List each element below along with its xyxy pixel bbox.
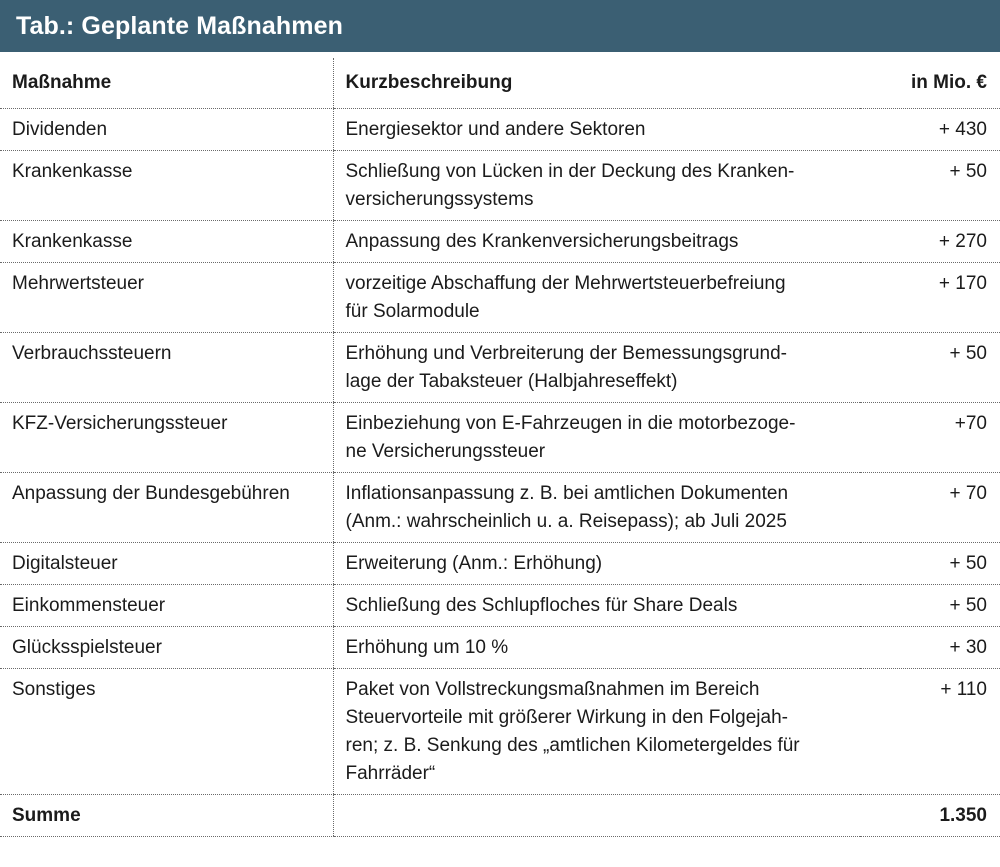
table-row	[0, 221, 1000, 263]
description-cell: Erhöhung und Verbreiterung der Bemessungsgrund- lage der Tabaksteuer (Halbjahreseffekt)	[333, 333, 860, 403]
amount-cell: + 70	[860, 473, 1000, 543]
table-row	[0, 473, 1000, 543]
measure-cell: Sonstiges	[0, 669, 333, 795]
total-empty-cell	[333, 795, 860, 837]
table-row	[0, 333, 1000, 403]
description-cell: vorzeitige Abschaffung der Mehrwertsteuerbefreiung für Solarmodule	[333, 263, 860, 333]
description-cell: Inflationsanpassung z. B. bei amtlichen Dokumenten (Anm.: wahrscheinlich u. a. Reisepass); ab Juli 2025	[333, 473, 860, 543]
description-cell: Paket von Vollstreckungsmaßnahmen im Bereich Steuervorteile mit größerer Wirkung in den Folgejah- ren; z. B. Senkung des „amtlichen Kilometergeldes für Fahrräder“	[333, 669, 860, 795]
measure-cell: Mehrwertsteuer	[0, 263, 333, 333]
description-cell: Energiesektor und andere Sektoren	[333, 109, 860, 151]
measure-cell: Dividenden	[0, 109, 333, 151]
table-title: Tab.: Geplante Maßnahmen	[16, 11, 343, 40]
title-bar	[0, 0, 1000, 52]
description-cell: Erweiterung (Anm.: Erhöhung)	[333, 543, 860, 585]
amount-cell: + 170	[860, 263, 1000, 333]
amount-cell: +70	[860, 403, 1000, 473]
header-amount: in Mio. €	[860, 58, 1000, 109]
table-body	[0, 109, 1000, 795]
amount-cell: + 430	[860, 109, 1000, 151]
amount-cell: + 50	[860, 543, 1000, 585]
measures-table	[0, 58, 1000, 837]
measure-cell: Einkommensteuer	[0, 585, 333, 627]
measure-cell: KFZ-Versicherungssteuer	[0, 403, 333, 473]
measure-cell: Digitalsteuer	[0, 543, 333, 585]
total-row	[0, 795, 1000, 837]
description-cell: Anpassung des Krankenversicherungsbeitrags	[333, 221, 860, 263]
measure-cell: Krankenkasse	[0, 221, 333, 263]
table-row	[0, 109, 1000, 151]
table-row	[0, 151, 1000, 221]
total-label: Summe	[0, 795, 333, 837]
total-amount: 1.350	[860, 795, 1000, 837]
measure-cell: Glücksspielsteuer	[0, 627, 333, 669]
measure-cell: Verbrauchssteuern	[0, 333, 333, 403]
amount-cell: + 270	[860, 221, 1000, 263]
table-row	[0, 263, 1000, 333]
header-description: Kurzbeschreibung	[333, 58, 860, 109]
amount-cell: + 50	[860, 333, 1000, 403]
table-row	[0, 627, 1000, 669]
table-row	[0, 669, 1000, 795]
amount-cell: + 30	[860, 627, 1000, 669]
amount-cell: + 50	[860, 585, 1000, 627]
description-cell: Schließung des Schlupfloches für Share Deals	[333, 585, 860, 627]
table-row	[0, 403, 1000, 473]
header-row	[0, 58, 1000, 109]
measure-cell: Anpassung der Bundesgebühren	[0, 473, 333, 543]
measure-cell: Krankenkasse	[0, 151, 333, 221]
description-cell: Schließung von Lücken in der Deckung des Kranken- versicherungssystems	[333, 151, 860, 221]
table-row	[0, 585, 1000, 627]
amount-cell: + 110	[860, 669, 1000, 795]
amount-cell: + 50	[860, 151, 1000, 221]
description-cell: Einbeziehung von E-Fahrzeugen in die motorbezoge- ne Versicherungssteuer	[333, 403, 860, 473]
header-measure: Maßnahme	[0, 58, 333, 109]
description-cell: Erhöhung um 10 %	[333, 627, 860, 669]
table-row	[0, 543, 1000, 585]
